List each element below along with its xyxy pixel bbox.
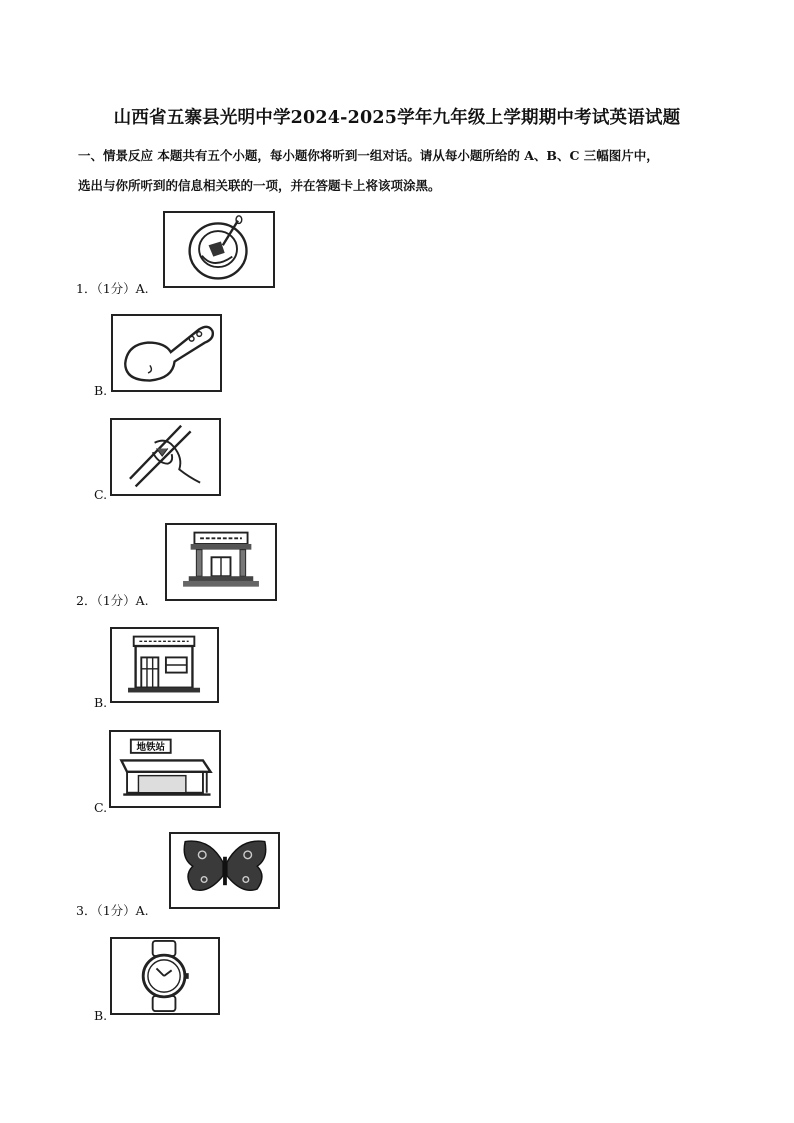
question-1-option-c-image[interactable] bbox=[110, 418, 221, 496]
museum-icon bbox=[167, 525, 275, 599]
question-3-option-a-image[interactable] bbox=[169, 832, 280, 909]
question-1-option-c-label: C. bbox=[94, 487, 108, 502]
question-2-option-b-image[interactable] bbox=[110, 627, 219, 703]
question-2-option-b-label: B. bbox=[94, 695, 108, 710]
question-1-option-b-image[interactable] bbox=[111, 314, 222, 392]
bowl-icon bbox=[165, 213, 273, 286]
page-title: 山西省五寨县光明中学2024-2025学年九年级上学期期中考试英语试题 bbox=[113, 108, 681, 128]
question-3-label: 3．（1分）A. bbox=[76, 903, 149, 918]
question-3-option-b-label: B. bbox=[94, 1008, 108, 1023]
subway-station-icon bbox=[111, 732, 219, 806]
question-1-option-b-label: B. bbox=[94, 383, 108, 398]
watch-icon bbox=[112, 939, 218, 1013]
question-2-option-a-image[interactable] bbox=[165, 523, 277, 601]
chopsticks-icon bbox=[112, 420, 219, 494]
question-2-option-c-label: C. bbox=[94, 800, 108, 815]
subway-sign-text: 地铁站 bbox=[136, 742, 165, 754]
question-2-option-c-image[interactable] bbox=[109, 730, 221, 808]
section-instruction-line-2: 选出与你所听到的信息相关联的一项，并在答题卡上将该项涂黑。 bbox=[78, 178, 441, 193]
spoon-icon bbox=[113, 316, 220, 390]
question-3-option-b-image[interactable] bbox=[110, 937, 220, 1015]
question-2-label: 2．（1分）A. bbox=[76, 593, 149, 608]
shop-icon bbox=[112, 629, 217, 701]
question-1-option-a-image[interactable] bbox=[163, 211, 275, 288]
question-1-label: 1．（1分）A. bbox=[76, 281, 149, 296]
section-instruction-line-1: 一、情景反应 本题共有五个小题，每小题你将听到一组对话。请从每小题所给的 A、B、C 三幅图片中， bbox=[78, 148, 659, 163]
butterfly-icon bbox=[171, 834, 278, 907]
